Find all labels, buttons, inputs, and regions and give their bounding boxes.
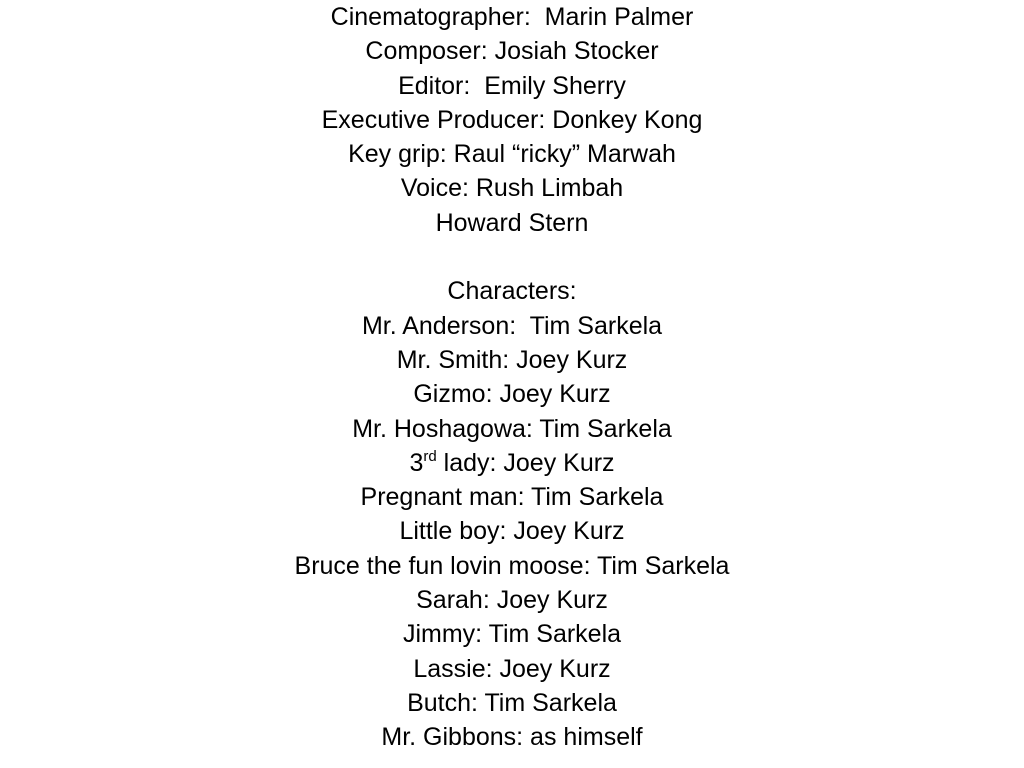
character-line-pregnant-man: Pregnant man: Tim Sarkela (360, 483, 664, 512)
section-spacer (0, 240, 1024, 274)
crew-line-key-grip: Key grip: Raul “ricky” Marwah (348, 140, 676, 169)
character-line-jimmy: Jimmy: Tim Sarkela (402, 620, 622, 649)
crew-line-voice-second: Howard Stern (435, 208, 589, 237)
character-line-mr-smith: Mr. Smith: Joey Kurz (396, 345, 628, 374)
crew-line-voice: Voice: Rush Limbah (400, 174, 624, 203)
character-line-mr-hoshagowa: Mr. Hoshagowa: Tim Sarkela (352, 414, 672, 443)
character-line-butch: Butch: Tim Sarkela (407, 688, 617, 717)
character-line-lassie: Lassie: Joey Kurz (413, 654, 611, 683)
characters-heading: Characters: (447, 277, 577, 306)
crew-line-composer: Composer: Josiah Stocker (365, 37, 659, 66)
crew-line-editor: Editor: Emily Sherry (398, 71, 626, 100)
character-line-sarah: Sarah: Joey Kurz (416, 586, 608, 615)
character-line-mr-gibbons: Mr. Gibbons: as himself (381, 723, 643, 752)
character-line-little-boy: Little boy: Joey Kurz (399, 517, 625, 546)
character-line-bruce: Bruce the fun lovin moose: Tim Sarkela (294, 551, 730, 580)
third-lady-text: lady: Joey Kurz (436, 448, 615, 477)
character-line-third-lady (0, 446, 1024, 480)
ordinal-number: 3 (409, 448, 424, 477)
character-line-mr-anderson: Mr. Anderson: Tim Sarkela (361, 311, 663, 340)
crew-line-executive-producer: Executive Producer: Donkey Kong (321, 105, 703, 134)
character-line-gizmo: Gizmo: Joey Kurz (413, 380, 611, 409)
crew-line-cinematographer: Cinematographer: Marin Palmer (330, 3, 694, 31)
ordinal-suffix: rd (423, 447, 437, 465)
